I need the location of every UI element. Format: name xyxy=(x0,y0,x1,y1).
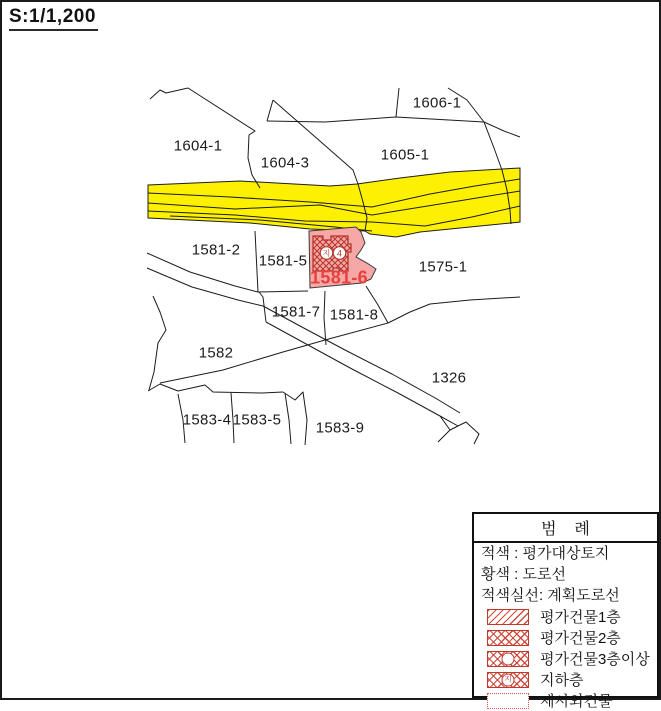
parcel-label-1581-7: 1581-7 xyxy=(271,303,321,321)
parcel-label-1583-4: 1583-4 xyxy=(182,411,232,429)
parcel-label-1581-6: 1581-6 xyxy=(310,267,368,288)
parcel-label-1581-8: 1581-8 xyxy=(329,306,379,324)
legend-symbol-label: 평가건물3층이상 xyxy=(540,651,650,668)
floors-mark: 4 xyxy=(336,248,343,259)
parcel-label-1582: 1582 xyxy=(198,344,234,362)
hatch-diagonal-icon xyxy=(487,609,529,625)
hatch-cross-circle-icon xyxy=(487,651,529,667)
parcel-label-1583-9: 1583-9 xyxy=(315,419,365,437)
hatch-cross-icon xyxy=(487,630,529,646)
basement-mark: 지 xyxy=(322,249,331,258)
map-scale-label: S:1/1,200 xyxy=(9,6,98,31)
legend-row-red: 적색 : 평가대상토지 xyxy=(481,545,610,562)
legend-title: 범 례 xyxy=(474,514,657,543)
legend-symbol-floor1 xyxy=(474,606,657,627)
dotted-box-icon xyxy=(487,693,529,709)
legend-symbol-floor2 xyxy=(474,627,657,648)
legend-symbol-floor3plus xyxy=(474,648,657,669)
legend-symbol-excluded-building xyxy=(474,690,657,711)
hatch-cross-ji-icon xyxy=(487,672,529,688)
parcel-label-1326: 1326 xyxy=(431,369,467,387)
legend-symbol-label: 제시외건물 xyxy=(540,693,613,710)
ji-circle-icon: 지 xyxy=(502,673,515,686)
legend-symbol-label: 지하층 xyxy=(540,672,584,689)
parcel-label-1605-1: 1605-1 xyxy=(380,146,430,164)
legend-row-redline: 적색실선: 계획도로선 xyxy=(481,587,620,604)
parcel-label-1581-2: 1581-2 xyxy=(191,241,241,259)
parcel-label-1583-5: 1583-5 xyxy=(232,411,282,429)
parcel-label-1604-3: 1604-3 xyxy=(260,154,310,172)
parcel-label-1606-1: 1606-1 xyxy=(412,94,462,112)
legend-row-yellow: 황색 : 도로선 xyxy=(481,566,566,583)
parcel-label-1575-1: 1575-1 xyxy=(418,258,468,276)
parcel-label-1581-5: 1581-5 xyxy=(258,252,308,270)
circle-icon xyxy=(502,652,515,665)
legend-symbol-label: 평가건물1층 xyxy=(540,609,621,626)
legend-box xyxy=(472,512,659,710)
parcel-label-1604-1: 1604-1 xyxy=(173,137,223,155)
legend-symbol-basement xyxy=(474,669,657,690)
legend-symbol-label: 평가건물2층 xyxy=(540,630,621,647)
